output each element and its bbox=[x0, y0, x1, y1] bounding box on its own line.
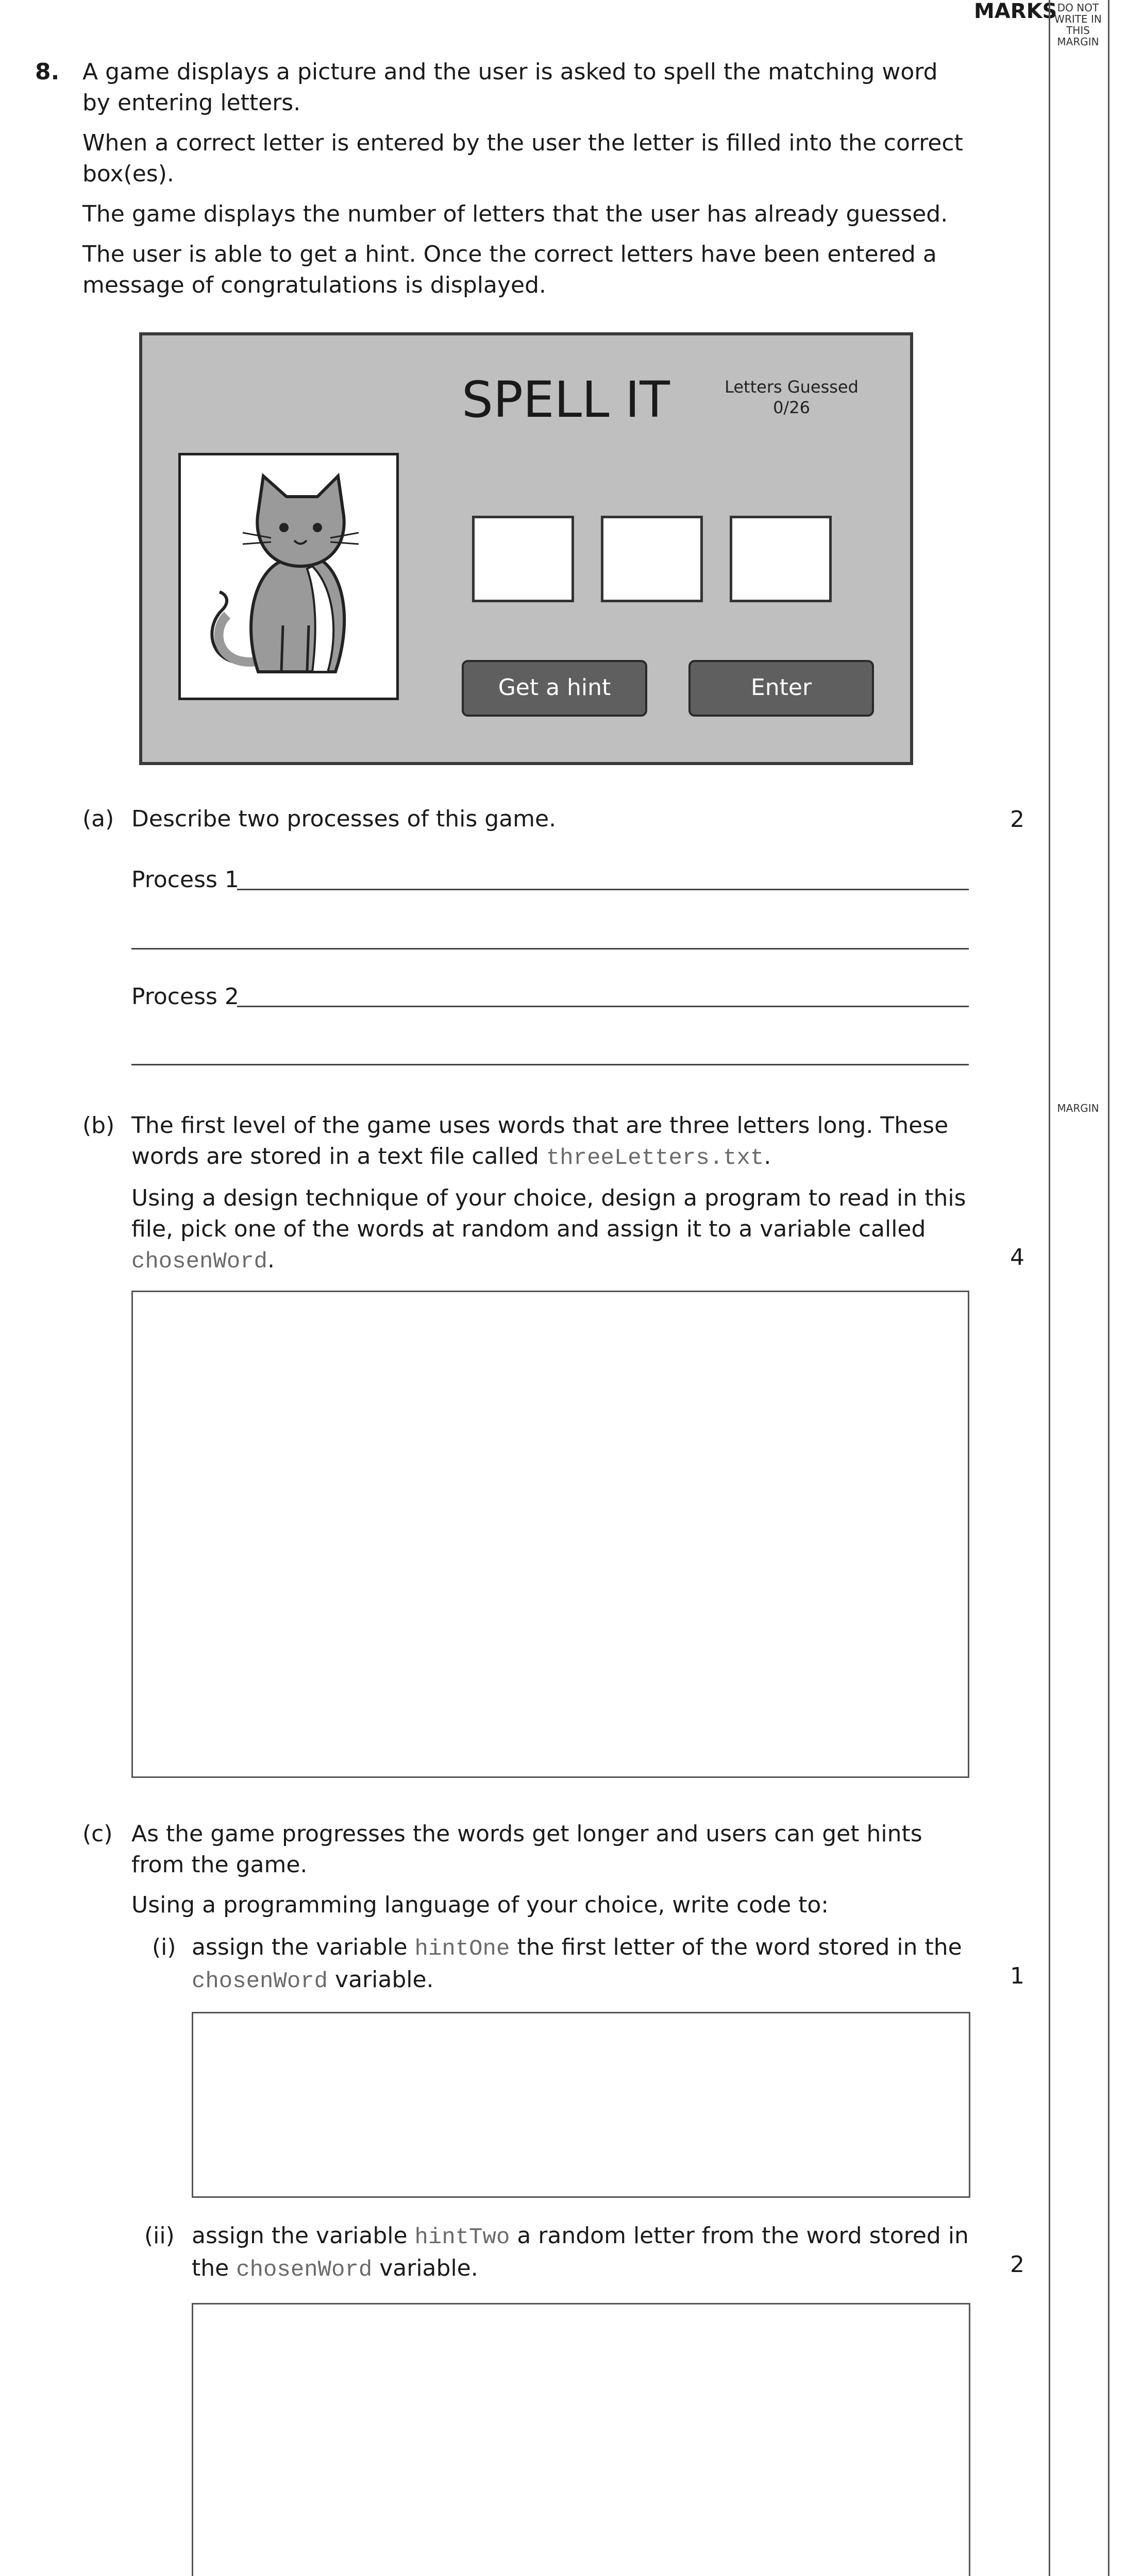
margin-note: DO NOT WRITE IN THIS MARGIN bbox=[1054, 2, 1102, 48]
side-note: MARGIN bbox=[1057, 1102, 1099, 1114]
part-b-marks: 4 bbox=[1010, 1244, 1024, 1270]
intro-paragraph: A game displays a picture and the user is asked to spell the matching word by entering letters. bbox=[82, 59, 938, 116]
part-b-paragraph-1 bbox=[131, 1110, 966, 1174]
part-c-ii-marks: 2 bbox=[1010, 2251, 1024, 2278]
text: assign the variable bbox=[192, 2223, 415, 2249]
part-b-label: (b) bbox=[82, 1112, 115, 1139]
process-1-line-2[interactable] bbox=[131, 948, 969, 950]
intro-paragraph: The game displays the number of letters that the user has already guessed. bbox=[82, 201, 948, 227]
code-variable: hintTwo bbox=[414, 2225, 510, 2250]
text: assign the variable bbox=[192, 1934, 415, 1960]
text: the first letter of the word stored in the bbox=[510, 1934, 962, 1960]
process-2-label: Process 2 bbox=[131, 984, 239, 1010]
text: Using a design technique of your choice, design a program to read in this file, pick one of the words at random and assign it to a variable called bbox=[131, 1185, 966, 1242]
letters-guessed bbox=[725, 377, 859, 418]
intro-paragraph: When a correct letter is entered by the user the letter is filled into the correct box(es). bbox=[82, 130, 963, 187]
question-intro bbox=[82, 57, 969, 301]
process-1-line[interactable] bbox=[237, 889, 969, 890]
part-c-i-label: (i) bbox=[152, 1934, 176, 1960]
part-c-label: (c) bbox=[82, 1821, 113, 1847]
text: variable. bbox=[328, 1967, 434, 1993]
process-1-label: Process 1 bbox=[131, 867, 239, 893]
code-variable: chosenWord bbox=[192, 1969, 328, 1994]
text: The first level of the game uses words that are three letters long. These words are stored in a text file called bbox=[131, 1112, 949, 1170]
game-title: SPELL IT bbox=[462, 371, 670, 429]
text: variable. bbox=[372, 2255, 478, 2281]
picture-frame bbox=[178, 453, 399, 700]
part-c-i-marks: 1 bbox=[1010, 1963, 1024, 1989]
part-a-label: (a) bbox=[82, 806, 114, 832]
letter-box-2[interactable] bbox=[601, 516, 703, 602]
part-c-paragraph-2: Using a programming language of your choice, write code to: bbox=[131, 1892, 829, 1918]
part-c-ii-answer-box[interactable] bbox=[192, 2303, 970, 2576]
part-b-answer-box[interactable] bbox=[131, 1291, 969, 1778]
question-number: 8. bbox=[35, 59, 60, 85]
code-filename: threeLetters.txt bbox=[546, 1145, 764, 1171]
text: . bbox=[764, 1143, 771, 1170]
cat-icon bbox=[181, 455, 396, 698]
part-b-paragraph-2 bbox=[131, 1183, 966, 1277]
text: a random letter from the word stored in the bbox=[192, 2223, 969, 2281]
enter-button[interactable]: Enter bbox=[688, 660, 874, 717]
code-variable: chosenWord bbox=[236, 2257, 373, 2283]
code-variable: chosenWord bbox=[131, 1249, 268, 1275]
text: . bbox=[267, 1247, 275, 1273]
part-a-marks: 2 bbox=[1010, 806, 1024, 833]
game-screen bbox=[139, 332, 913, 765]
letter-box-1[interactable] bbox=[472, 516, 574, 602]
part-c-i-answer-box[interactable] bbox=[192, 2012, 970, 2198]
margin-column bbox=[1049, 0, 1109, 2576]
part-c-ii-text bbox=[192, 2221, 970, 2285]
part-b-text bbox=[131, 1110, 966, 1277]
marks-header: MARKS bbox=[974, 0, 1057, 23]
process-2-line[interactable] bbox=[237, 1006, 969, 1007]
code-variable: hintOne bbox=[414, 1936, 510, 1962]
letter-box-3[interactable] bbox=[730, 516, 832, 602]
part-c-i-text bbox=[192, 1932, 970, 1997]
part-c-paragraph-1: As the game progresses the words get longer and users can get hints from the game. bbox=[131, 1821, 922, 1878]
process-2-line-2[interactable] bbox=[131, 1064, 969, 1065]
part-c-text bbox=[131, 1819, 966, 1921]
intro-paragraph: The user is able to get a hint. Once the correct letters have been entered a message of congratulations is displayed. bbox=[82, 241, 937, 298]
get-hint-button[interactable]: Get a hint bbox=[462, 660, 647, 717]
letters-guessed-label: Letters Guessed bbox=[725, 377, 859, 397]
part-c-ii-label: (ii) bbox=[144, 2223, 175, 2249]
letters-guessed-value: 0/26 bbox=[773, 398, 810, 417]
part-a-text: Describe two processes of this game. bbox=[131, 806, 557, 832]
